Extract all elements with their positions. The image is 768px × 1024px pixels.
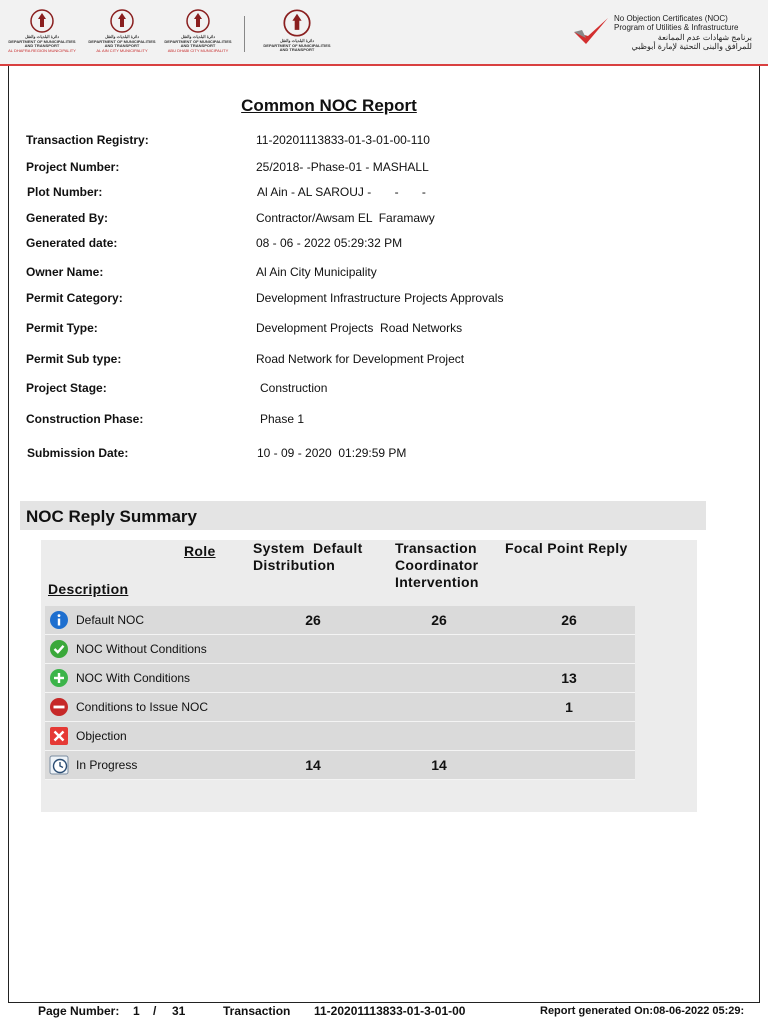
falcon-emblem-icon <box>109 8 135 34</box>
row-label: In Progress <box>76 758 138 772</box>
transaction-coordinator-intervention-header: Transaction Coordinator Intervention <box>395 540 479 590</box>
table-row-objection <box>45 722 635 751</box>
row-label: Default NOC <box>76 613 145 627</box>
coordinator-value: 14 <box>431 757 447 773</box>
page-separator: / <box>153 1004 157 1018</box>
al-ain-municipality-logo: دائرة البلديات والنقل DEPARTMENT OF MUNICIPALITIES AND TRANSPORT AL AIN CITY MUNICIPALITY <box>86 8 158 60</box>
dmt-logo: دائرة البلديات والنقل DEPARTMENT OF MUNICIPALITIES AND TRANSPORT <box>252 8 342 60</box>
focal-point-reply-header: Focal Point Reply <box>505 540 628 556</box>
system-default-value: 26 <box>305 612 321 628</box>
noc-reply-summary-heading: NOC Reply Summary <box>26 507 197 526</box>
report-frame <box>8 66 760 1003</box>
row-label: NOC With Conditions <box>76 671 191 685</box>
table-row-noc-without-conditions <box>45 635 635 664</box>
table-row-in-progress <box>45 751 635 780</box>
generated-by-label: Generated By: <box>26 211 109 225</box>
table-row-default-noc <box>45 606 635 635</box>
report-title: Common NOC Report <box>241 96 417 115</box>
description-header: Description <box>48 581 129 597</box>
project-number-value: 25/2018- -Phase-01 - MASHALL <box>256 160 429 174</box>
table-row-noc-with-conditions <box>45 664 635 693</box>
submission-date-value: 10 - 09 - 2020 01:29:59 PM <box>257 446 407 460</box>
table-row-conditions-to-issue-noc <box>45 693 635 722</box>
role-header: Role <box>184 543 216 559</box>
noc-program-ar-2: للمرافق والبنى التحتية لإمارة أبوظبي <box>631 42 752 51</box>
construction-phase-label: Construction Phase: <box>26 412 144 426</box>
abu-dhabi-municipality-logo: دائرة البلديات والنقل DEPARTMENT OF MUNICIPALITIES AND TRANSPORT ABU DHABI CITY MUNICIPALITY <box>162 8 234 60</box>
transaction-registry-label: Transaction Registry: <box>26 133 149 147</box>
clock-icon <box>49 755 69 775</box>
project-stage-label: Project Stage: <box>26 381 107 395</box>
permit-category-value: Development Infrastructure Projects Approvals <box>256 291 504 305</box>
transaction-registry-value: 11-20201113833-01-3-01-00-110 <box>256 133 430 147</box>
report-header <box>0 0 768 66</box>
permit-category-label: Permit Category: <box>26 291 123 305</box>
project-stage-value: Construction <box>260 381 328 395</box>
generated-by-value: Contractor/Awsam EL Faramawy <box>256 211 435 225</box>
coordinator-value: 26 <box>431 612 447 628</box>
al-dhafra-municipality-logo: دائرة البلديات والنقل DEPARTMENT OF MUNICIPALITIES AND TRANSPORT AL DHAFRA REGION MUNICIPALITY <box>6 8 78 60</box>
permit-sub-type-value: Road Network for Development Project <box>256 352 465 366</box>
generated-date-label: Generated date: <box>26 236 118 250</box>
report-generated-on: Report generated On:08-06-2022 05:29: <box>540 1005 745 1017</box>
owner-name-value: Al Ain City Municipality <box>256 265 377 279</box>
noc-program-en-2: Program of Utilities & Infrastructure <box>614 23 739 32</box>
row-label: Objection <box>76 729 127 743</box>
noc-reply-summary-bar <box>20 501 706 530</box>
falcon-emblem-icon <box>29 8 55 34</box>
noc-program-en-1: No Objection Certificates (NOC) <box>614 14 728 23</box>
focal-point-value: 13 <box>561 670 577 686</box>
permit-sub-type-label: Permit Sub type: <box>26 352 122 366</box>
construction-phase-value: Phase 1 <box>260 412 305 426</box>
project-number-label: Project Number: <box>26 160 120 174</box>
plus-icon <box>49 668 69 688</box>
minus-icon <box>49 697 69 717</box>
plot-number-value: Al Ain - AL SAROUJ - - - <box>257 185 426 199</box>
generated-date-value: 08 - 06 - 2022 05:29:32 PM <box>256 236 403 250</box>
noc-program-ar-1: برنامج شهادات عدم الممانعة <box>657 33 752 42</box>
submission-date-label: Submission Date: <box>27 446 129 460</box>
cross-icon <box>49 726 69 746</box>
header-divider <box>244 16 245 52</box>
page-total: 31 <box>172 1004 186 1018</box>
noc-checkmark-icon <box>572 16 610 50</box>
transaction-value: 11-20201113833-01-3-01-00 <box>314 1004 466 1018</box>
system-default-distribution-header: System Default Distribution <box>253 540 367 573</box>
permit-type-label: Permit Type: <box>26 321 98 335</box>
focal-point-value: 1 <box>565 699 573 715</box>
noc-program-brand <box>572 14 762 54</box>
info-icon <box>49 610 69 630</box>
check-icon <box>49 639 69 659</box>
transaction-label: Transaction <box>223 1004 291 1018</box>
focal-point-value: 26 <box>561 612 577 628</box>
falcon-emblem-icon <box>282 8 312 38</box>
row-label: NOC Without Conditions <box>76 642 207 656</box>
falcon-emblem-icon <box>185 8 211 34</box>
system-default-value: 14 <box>305 757 321 773</box>
page-current: 1 <box>133 1004 140 1018</box>
owner-name-label: Owner Name: <box>26 265 104 279</box>
permit-type-value: Development Projects Road Networks <box>256 321 463 335</box>
row-label: Conditions to Issue NOC <box>76 700 209 714</box>
plot-number-label: Plot Number: <box>27 185 103 199</box>
page-number-label: Page Number: <box>38 1004 120 1018</box>
